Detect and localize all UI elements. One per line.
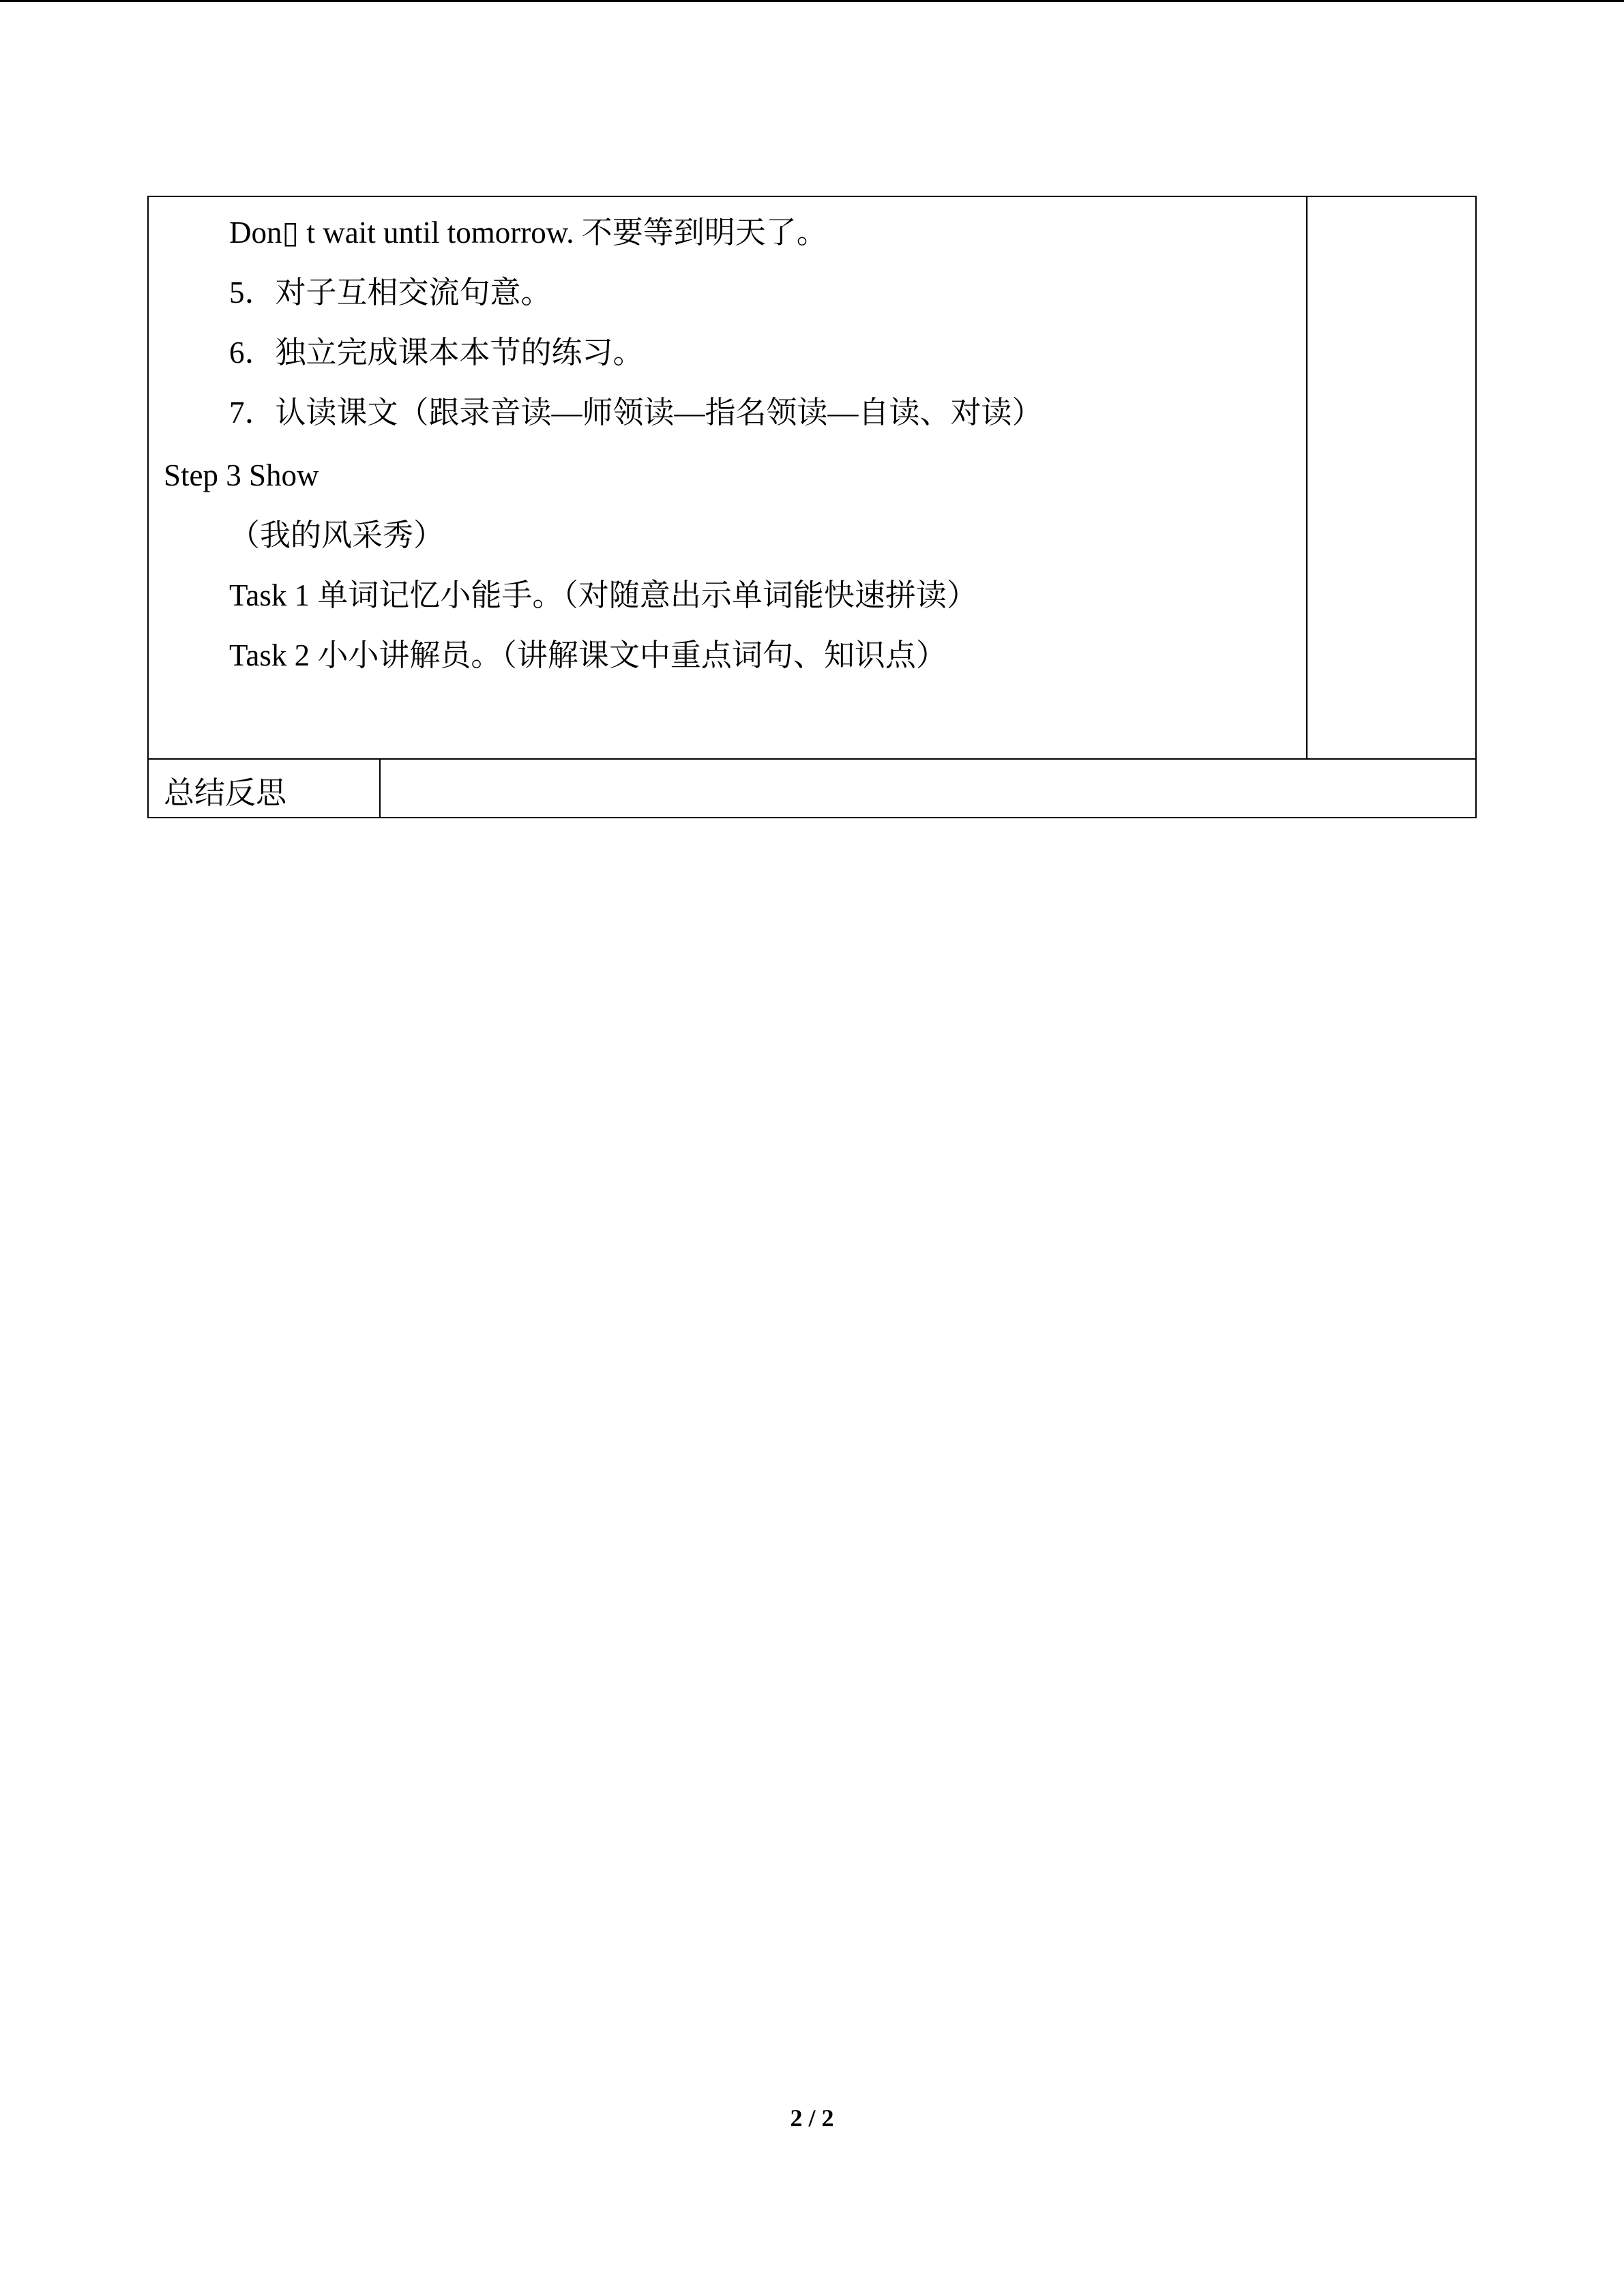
- page-number: 2 / 2: [790, 2104, 834, 2132]
- content-line-dont-wait: Don▯ t wait until tomorrow. 不要等到明天了。: [229, 215, 827, 250]
- step-3-subtitle: （我的风采秀）: [229, 518, 445, 552]
- summary-label-divider: [379, 758, 381, 818]
- content-line-step-6: 6．独立完成课本本节的练习。: [229, 336, 644, 370]
- step-3-heading: Step 3 Show: [164, 458, 319, 492]
- top-border-rule: [0, 0, 1624, 2]
- task-1-line: Task 1 单词记忆小能手。（对随意出示单词能快速拼读）: [229, 578, 977, 612]
- notes-column-divider: [1306, 197, 1308, 758]
- task-2-line: Task 2 小小讲解员。（讲解课文中重点词句、知识点）: [229, 638, 947, 672]
- summary-row-divider: [149, 758, 1475, 760]
- summary-label: 总结反思: [164, 776, 287, 810]
- content-line-step-5: 5．对子互相交流句意。: [229, 275, 552, 310]
- lesson-plan-table: [147, 196, 1477, 818]
- content-line-step-7: 7．认读课文（跟录音读—师领读—指名领读—自读、对读）: [229, 396, 1043, 430]
